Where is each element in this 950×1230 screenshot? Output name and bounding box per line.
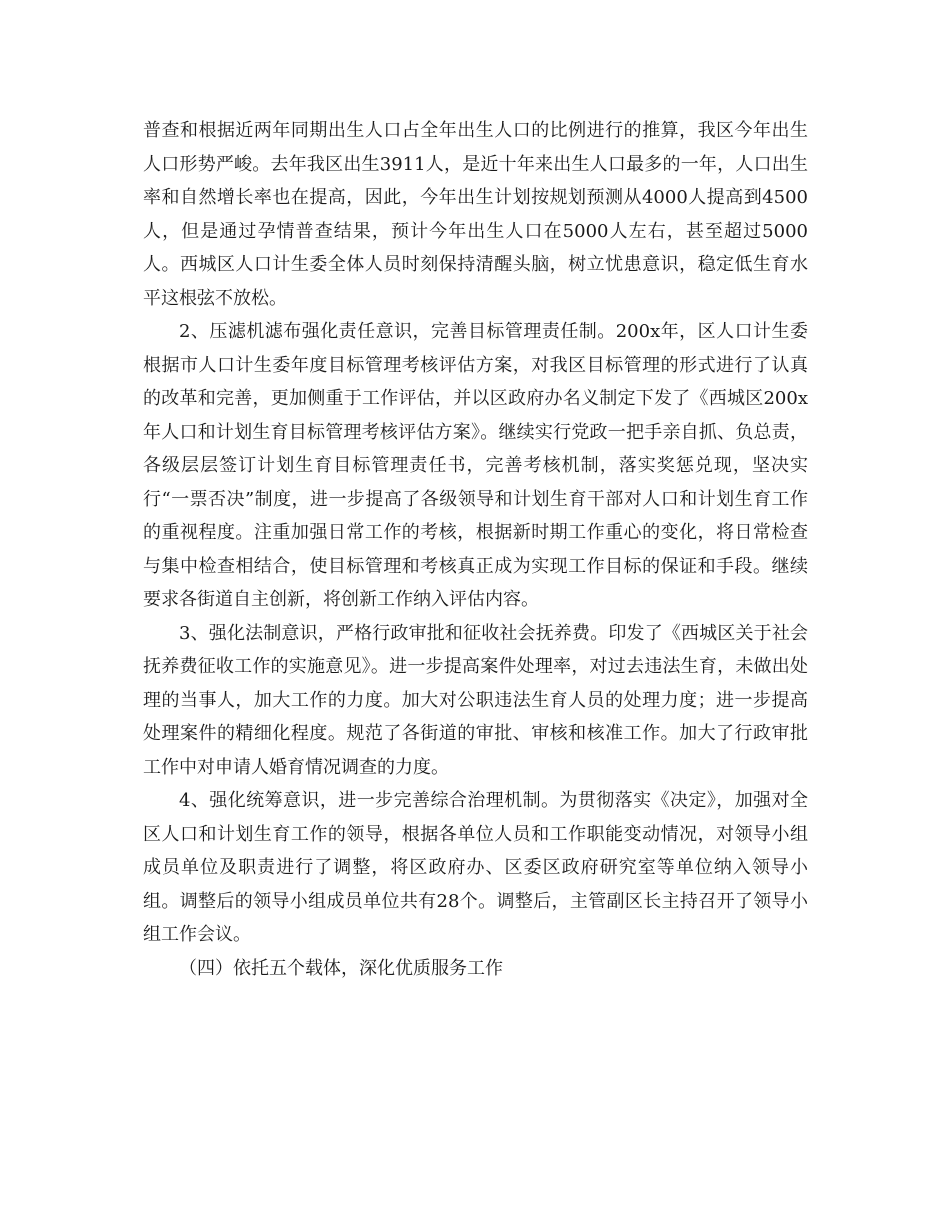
document-body (143, 114, 808, 985)
paragraph-continuation: 普查和根据近两年同期出生人口占全年出生人口的比例进行的推算，我区今年出生人口形势严峻。去年我区出生3911人，是近十年来出生人口最多的一年，人口出生率和自然增长率也在提高，因此，今年出生计划按规划预测从4000人提高到4500人，但是通过孕情普查结果，预计今年出生人口在5000人左右，甚至超过5000人。西城区人口计生委全体人员时刻保持清醒头脑，树立忧患意识，稳定低生育水平这根弦不放松。 (143, 120, 808, 309)
paragraph-item-2: 2、压滤机滤布强化责任意识，完善目标管理责任制。200x年，区人口计生委根据市人口计生委年度目标管理考核评估方案，对我区目标管理的形式进行了认真的改革和完善，更加侧重于工作评估，并以区政府办名义制定下发了《西城区200x年人口和计划生育目标管理考核评估方案》。继续实行党政一把手亲自抓、负总责，各级层层签订计划生育目标管理责任书，完善考核机制，落实奖惩兑现，坚决实行“一票否决”制度，进一步提高了各级领导和计划生育干部对人口和计划生育工作的重视程度。注重加强日常工作的考核，根据新时期工作重心的变化，将日常检查与集中检查相结合，使目标管理和考核真正成为实现工作目标的保证和手段。继续要求各街道自主创新，将创新工作纳入评估内容。 (143, 321, 808, 610)
paragraph-item-4: 4、强化统筹意识，进一步完善综合治理机制。为贯彻落实《决定》，加强对全区人口和计划生育工作的领导，根据各单位人员和工作职能变动情况，对领导小组成员单位及职责进行了调整，将区政府办、区委区政府研究室等单位纳入领导小组。调整后的领导小组成员单位共有28个。调整后，主管副区长主持召开了领导小组工作会议。 (143, 790, 808, 945)
section-heading-4: （四）依托五个载体，深化优质服务工作 (179, 957, 503, 979)
paragraph-item-3: 3、强化法制意识，严格行政审批和征收社会抚养费。印发了《西城区关于社会抚养费征收工作的实施意见》。进一步提高案件处理率，对过去违法生育，未做出处理的当事人，加大工作的力度。加大对公职违法生育人员的处理力度；进一步提高处理案件的精细化程度。规范了各街道的审批、审核和核准工作。加大了行政审批工作中对申请人婚育情况调查的力度。 (143, 622, 808, 778)
